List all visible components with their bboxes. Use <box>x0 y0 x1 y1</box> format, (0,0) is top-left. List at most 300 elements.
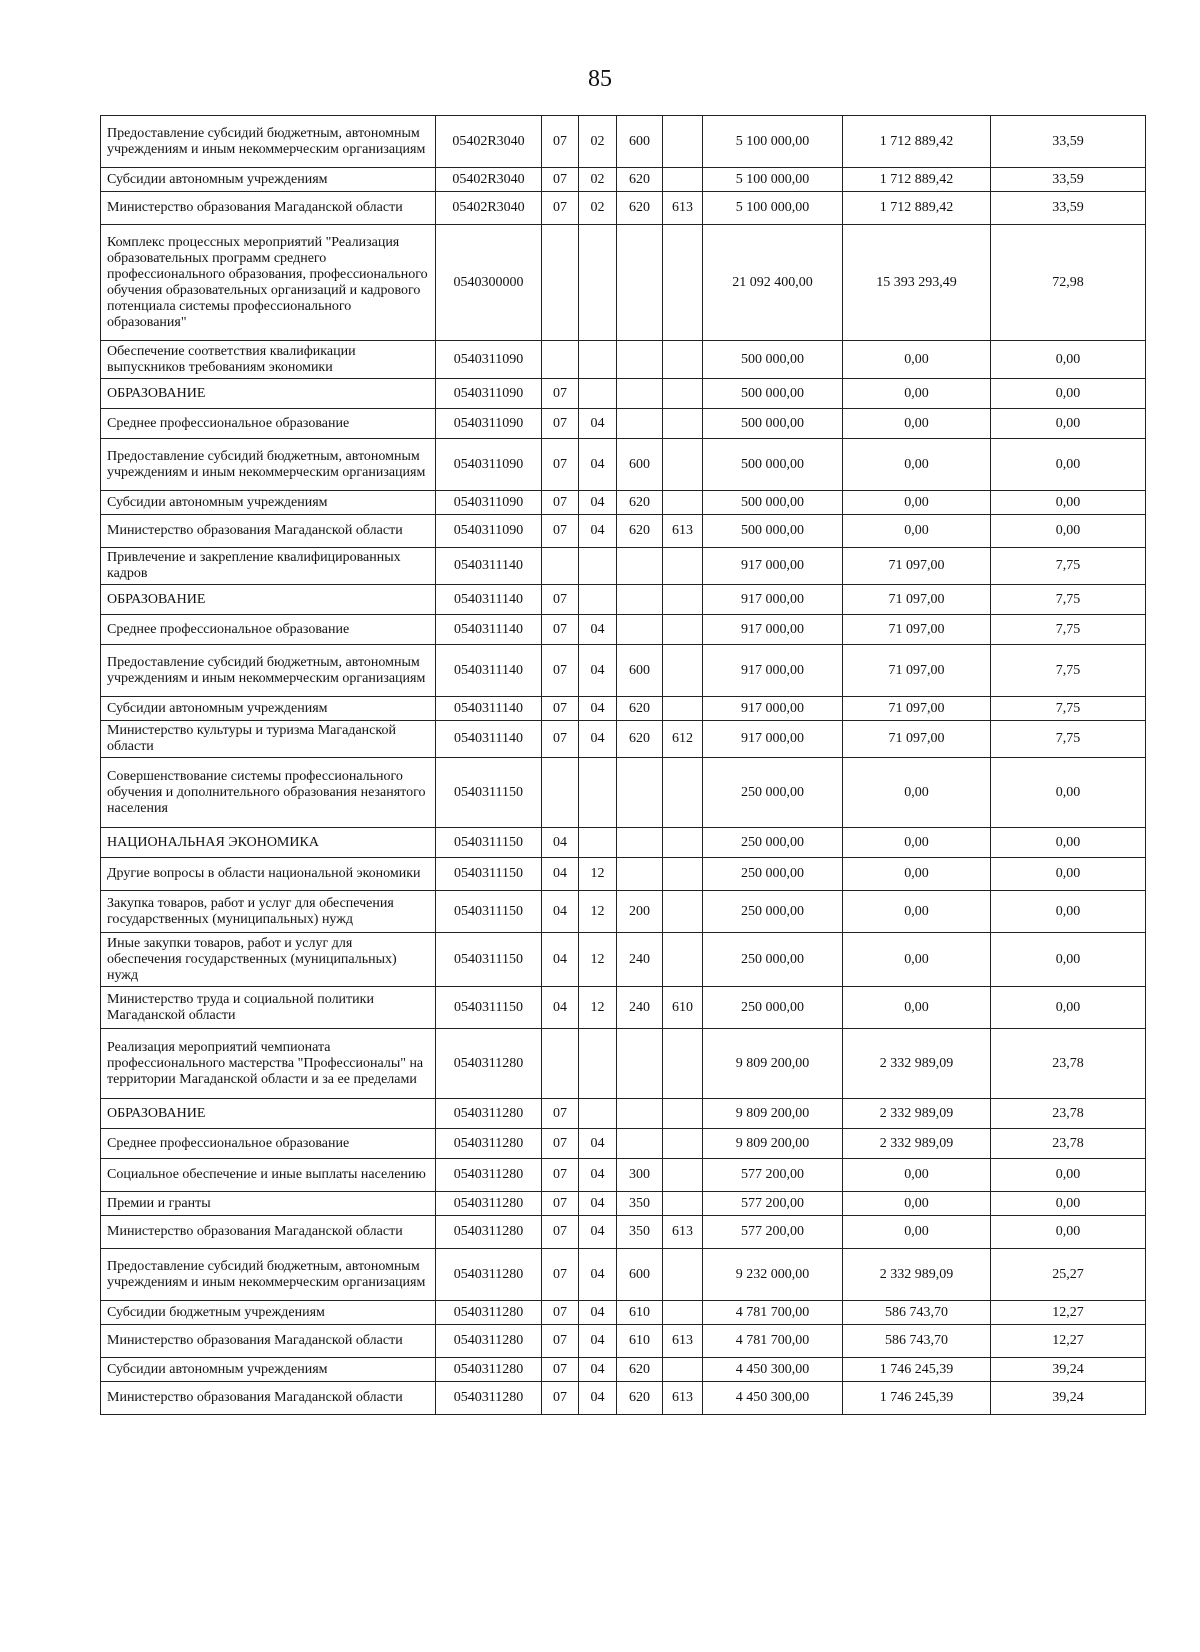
table-row <box>101 439 1146 491</box>
table-row <box>101 891 1146 933</box>
target-code-cell: 0540311150 <box>436 858 542 891</box>
expense-type-cell: 240 <box>617 933 663 987</box>
subsection-cell <box>579 225 617 341</box>
plan-amount-cell: 250 000,00 <box>703 828 843 858</box>
plan-amount-cell: 4 781 700,00 <box>703 1325 843 1358</box>
actual-amount-cell: 0,00 <box>843 515 991 548</box>
table-row <box>101 615 1146 645</box>
administrator-cell <box>663 116 703 168</box>
plan-amount-cell: 500 000,00 <box>703 515 843 548</box>
administrator-cell <box>663 409 703 439</box>
row-name-cell: Обеспечение соответствия квалификации выпускников требованиям экономики <box>101 341 436 379</box>
table-body <box>101 116 1146 1415</box>
subsection-cell <box>579 1029 617 1099</box>
target-code-cell: 0540311280 <box>436 1159 542 1192</box>
expense-type-cell <box>617 758 663 828</box>
subsection-cell <box>579 585 617 615</box>
section-cell: 07 <box>542 1192 579 1216</box>
expense-type-cell: 610 <box>617 1301 663 1325</box>
target-code-cell: 0540311140 <box>436 548 542 585</box>
target-code-cell: 0540311090 <box>436 491 542 515</box>
plan-amount-cell: 917 000,00 <box>703 721 843 758</box>
target-code-cell: 0540311280 <box>436 1249 542 1301</box>
target-code-cell: 0540311140 <box>436 721 542 758</box>
plan-amount-cell: 917 000,00 <box>703 585 843 615</box>
target-code-cell: 0540311140 <box>436 615 542 645</box>
actual-amount-cell: 2 332 989,09 <box>843 1029 991 1099</box>
administrator-cell: 610 <box>663 987 703 1029</box>
expense-type-cell: 600 <box>617 116 663 168</box>
expense-type-cell <box>617 1129 663 1159</box>
row-name-cell: Другие вопросы в области национальной экономики <box>101 858 436 891</box>
subsection-cell: 04 <box>579 1159 617 1192</box>
table-row <box>101 1358 1146 1382</box>
section-cell: 07 <box>542 439 579 491</box>
target-code-cell: 0540311280 <box>436 1099 542 1129</box>
section-cell: 07 <box>542 515 579 548</box>
administrator-cell <box>663 585 703 615</box>
administrator-cell <box>663 379 703 409</box>
target-code-cell: 0540311280 <box>436 1358 542 1382</box>
row-name-cell: Министерство образования Магаданской области <box>101 515 436 548</box>
plan-amount-cell: 500 000,00 <box>703 409 843 439</box>
row-name-cell: ОБРАЗОВАНИЕ <box>101 585 436 615</box>
actual-amount-cell: 2 332 989,09 <box>843 1099 991 1129</box>
target-code-cell: 0540311280 <box>436 1325 542 1358</box>
plan-amount-cell: 5 100 000,00 <box>703 192 843 225</box>
percent-cell: 7,75 <box>991 721 1146 758</box>
actual-amount-cell: 0,00 <box>843 1216 991 1249</box>
percent-cell: 0,00 <box>991 987 1146 1029</box>
administrator-cell <box>663 645 703 697</box>
expense-type-cell: 350 <box>617 1192 663 1216</box>
subsection-cell: 04 <box>579 1216 617 1249</box>
actual-amount-cell: 0,00 <box>843 409 991 439</box>
administrator-cell <box>663 1099 703 1129</box>
subsection-cell <box>579 341 617 379</box>
target-code-cell: 05402R3040 <box>436 116 542 168</box>
actual-amount-cell: 71 097,00 <box>843 548 991 585</box>
percent-cell: 7,75 <box>991 615 1146 645</box>
section-cell: 07 <box>542 1159 579 1192</box>
percent-cell: 7,75 <box>991 697 1146 721</box>
actual-amount-cell: 71 097,00 <box>843 585 991 615</box>
section-cell: 07 <box>542 1325 579 1358</box>
section-cell: 07 <box>542 1382 579 1415</box>
target-code-cell: 05402R3040 <box>436 192 542 225</box>
actual-amount-cell: 1 712 889,42 <box>843 116 991 168</box>
actual-amount-cell: 586 743,70 <box>843 1301 991 1325</box>
actual-amount-cell: 71 097,00 <box>843 645 991 697</box>
administrator-cell <box>663 168 703 192</box>
plan-amount-cell: 250 000,00 <box>703 858 843 891</box>
target-code-cell: 0540311090 <box>436 341 542 379</box>
row-name-cell: Комплекс процессных мероприятий "Реализация образовательных программ среднего профессионального образования, профессионального обучения образовательных организаций и кадрового потенциала системы профессионального образования" <box>101 225 436 341</box>
section-cell: 07 <box>542 1249 579 1301</box>
table-row <box>101 1301 1146 1325</box>
plan-amount-cell: 4 781 700,00 <box>703 1301 843 1325</box>
row-name-cell: Привлечение и закрепление квалифицированных кадров <box>101 548 436 585</box>
expense-type-cell <box>617 379 663 409</box>
row-name-cell: Министерство образования Магаданской области <box>101 192 436 225</box>
percent-cell: 23,78 <box>991 1099 1146 1129</box>
target-code-cell: 0540311280 <box>436 1301 542 1325</box>
table-row <box>101 758 1146 828</box>
section-cell: 07 <box>542 697 579 721</box>
subsection-cell: 04 <box>579 1382 617 1415</box>
table-row <box>101 548 1146 585</box>
table-row <box>101 1099 1146 1129</box>
plan-amount-cell: 9 809 200,00 <box>703 1029 843 1099</box>
administrator-cell <box>663 828 703 858</box>
subsection-cell: 04 <box>579 721 617 758</box>
plan-amount-cell: 500 000,00 <box>703 439 843 491</box>
table-row <box>101 225 1146 341</box>
actual-amount-cell: 0,00 <box>843 379 991 409</box>
administrator-cell <box>663 697 703 721</box>
table-row <box>101 933 1146 987</box>
section-cell: 07 <box>542 116 579 168</box>
administrator-cell <box>663 491 703 515</box>
target-code-cell: 0540311150 <box>436 891 542 933</box>
target-code-cell: 0540311090 <box>436 515 542 548</box>
actual-amount-cell: 71 097,00 <box>843 615 991 645</box>
percent-cell: 23,78 <box>991 1029 1146 1099</box>
administrator-cell <box>663 1358 703 1382</box>
percent-cell: 0,00 <box>991 828 1146 858</box>
table-row <box>101 1029 1146 1099</box>
actual-amount-cell: 71 097,00 <box>843 697 991 721</box>
table-row <box>101 1382 1146 1415</box>
row-name-cell: Субсидии автономным учреждениям <box>101 1358 436 1382</box>
expense-type-cell <box>617 409 663 439</box>
section-cell: 07 <box>542 168 579 192</box>
subsection-cell: 02 <box>579 168 617 192</box>
actual-amount-cell: 0,00 <box>843 491 991 515</box>
target-code-cell: 0540311140 <box>436 697 542 721</box>
expense-type-cell: 620 <box>617 697 663 721</box>
expense-type-cell: 200 <box>617 891 663 933</box>
percent-cell: 0,00 <box>991 1192 1146 1216</box>
target-code-cell: 0540311140 <box>436 585 542 615</box>
expense-type-cell: 620 <box>617 515 663 548</box>
section-cell: 07 <box>542 1099 579 1129</box>
target-code-cell: 0540311280 <box>436 1192 542 1216</box>
percent-cell: 0,00 <box>991 379 1146 409</box>
plan-amount-cell: 577 200,00 <box>703 1216 843 1249</box>
plan-amount-cell: 4 450 300,00 <box>703 1382 843 1415</box>
section-cell: 07 <box>542 1358 579 1382</box>
percent-cell: 0,00 <box>991 439 1146 491</box>
section-cell: 07 <box>542 1129 579 1159</box>
section-cell <box>542 341 579 379</box>
percent-cell: 33,59 <box>991 116 1146 168</box>
administrator-cell <box>663 1301 703 1325</box>
row-name-cell: Министерство культуры и туризма Магаданской области <box>101 721 436 758</box>
actual-amount-cell: 0,00 <box>843 891 991 933</box>
actual-amount-cell: 1 746 245,39 <box>843 1382 991 1415</box>
subsection-cell: 12 <box>579 987 617 1029</box>
section-cell: 04 <box>542 933 579 987</box>
actual-amount-cell: 1 712 889,42 <box>843 192 991 225</box>
actual-amount-cell: 0,00 <box>843 987 991 1029</box>
table-row <box>101 1216 1146 1249</box>
plan-amount-cell: 5 100 000,00 <box>703 168 843 192</box>
expense-type-cell <box>617 1099 663 1129</box>
table-row <box>101 341 1146 379</box>
expense-type-cell: 300 <box>617 1159 663 1192</box>
row-name-cell: ОБРАЗОВАНИЕ <box>101 1099 436 1129</box>
table-row <box>101 515 1146 548</box>
administrator-cell: 612 <box>663 721 703 758</box>
subsection-cell: 04 <box>579 1325 617 1358</box>
administrator-cell <box>663 439 703 491</box>
page-number: 85 <box>588 66 612 92</box>
actual-amount-cell: 0,00 <box>843 341 991 379</box>
target-code-cell: 0540311280 <box>436 1382 542 1415</box>
row-name-cell: Министерство труда и социальной политики Магаданской области <box>101 987 436 1029</box>
budget-table <box>100 115 1146 1415</box>
row-name-cell: Субсидии автономным учреждениям <box>101 168 436 192</box>
percent-cell: 7,75 <box>991 548 1146 585</box>
target-code-cell: 05402R3040 <box>436 168 542 192</box>
subsection-cell <box>579 828 617 858</box>
actual-amount-cell: 586 743,70 <box>843 1325 991 1358</box>
plan-amount-cell: 250 000,00 <box>703 758 843 828</box>
plan-amount-cell: 9 809 200,00 <box>703 1099 843 1129</box>
section-cell <box>542 1029 579 1099</box>
administrator-cell: 613 <box>663 192 703 225</box>
table-row <box>101 116 1146 168</box>
target-code-cell: 0540311150 <box>436 933 542 987</box>
administrator-cell <box>663 1129 703 1159</box>
expense-type-cell <box>617 858 663 891</box>
row-name-cell: Предоставление субсидий бюджетным, автономным учреждениям и иным некоммерческим организациям <box>101 439 436 491</box>
table-row <box>101 585 1146 615</box>
target-code-cell: 0540311090 <box>436 439 542 491</box>
expense-type-cell: 620 <box>617 721 663 758</box>
row-name-cell: НАЦИОНАЛЬНАЯ ЭКОНОМИКА <box>101 828 436 858</box>
plan-amount-cell: 500 000,00 <box>703 491 843 515</box>
section-cell: 07 <box>542 379 579 409</box>
subsection-cell: 12 <box>579 933 617 987</box>
subsection-cell: 04 <box>579 615 617 645</box>
section-cell: 07 <box>542 615 579 645</box>
subsection-cell: 04 <box>579 491 617 515</box>
subsection-cell: 04 <box>579 1129 617 1159</box>
subsection-cell: 04 <box>579 515 617 548</box>
actual-amount-cell: 2 332 989,09 <box>843 1249 991 1301</box>
plan-amount-cell: 917 000,00 <box>703 697 843 721</box>
expense-type-cell: 600 <box>617 645 663 697</box>
target-code-cell: 0540311280 <box>436 1029 542 1099</box>
expense-type-cell: 240 <box>617 987 663 1029</box>
actual-amount-cell: 2 332 989,09 <box>843 1129 991 1159</box>
plan-amount-cell: 917 000,00 <box>703 645 843 697</box>
section-cell: 07 <box>542 721 579 758</box>
plan-amount-cell: 577 200,00 <box>703 1159 843 1192</box>
section-cell: 07 <box>542 1216 579 1249</box>
section-cell: 07 <box>542 192 579 225</box>
administrator-cell <box>663 225 703 341</box>
target-code-cell: 0540311150 <box>436 758 542 828</box>
table-row <box>101 192 1146 225</box>
administrator-cell <box>663 933 703 987</box>
percent-cell: 0,00 <box>991 758 1146 828</box>
subsection-cell: 04 <box>579 409 617 439</box>
plan-amount-cell: 250 000,00 <box>703 933 843 987</box>
administrator-cell: 613 <box>663 1216 703 1249</box>
section-cell: 04 <box>542 828 579 858</box>
plan-amount-cell: 577 200,00 <box>703 1192 843 1216</box>
subsection-cell: 04 <box>579 1192 617 1216</box>
administrator-cell <box>663 891 703 933</box>
expense-type-cell: 620 <box>617 1382 663 1415</box>
actual-amount-cell: 0,00 <box>843 1159 991 1192</box>
subsection-cell: 04 <box>579 1301 617 1325</box>
actual-amount-cell: 0,00 <box>843 858 991 891</box>
actual-amount-cell: 0,00 <box>843 758 991 828</box>
table-row <box>101 645 1146 697</box>
target-code-cell: 0540311090 <box>436 379 542 409</box>
table-row <box>101 721 1146 758</box>
table-row <box>101 987 1146 1029</box>
row-name-cell: Министерство образования Магаданской области <box>101 1325 436 1358</box>
target-code-cell: 0540311150 <box>436 987 542 1029</box>
actual-amount-cell: 71 097,00 <box>843 721 991 758</box>
row-name-cell: Субсидии автономным учреждениям <box>101 697 436 721</box>
percent-cell: 0,00 <box>991 491 1146 515</box>
percent-cell: 0,00 <box>991 858 1146 891</box>
table-row <box>101 379 1146 409</box>
expense-type-cell: 620 <box>617 491 663 515</box>
row-name-cell: Социальное обеспечение и иные выплаты населению <box>101 1159 436 1192</box>
percent-cell: 23,78 <box>991 1129 1146 1159</box>
expense-type-cell: 620 <box>617 192 663 225</box>
plan-amount-cell: 4 450 300,00 <box>703 1358 843 1382</box>
actual-amount-cell: 1 746 245,39 <box>843 1358 991 1382</box>
plan-amount-cell: 250 000,00 <box>703 891 843 933</box>
administrator-cell <box>663 1249 703 1301</box>
administrator-cell: 613 <box>663 1382 703 1415</box>
actual-amount-cell: 0,00 <box>843 439 991 491</box>
table-row <box>101 1159 1146 1192</box>
plan-amount-cell: 9 232 000,00 <box>703 1249 843 1301</box>
percent-cell: 25,27 <box>991 1249 1146 1301</box>
row-name-cell: Иные закупки товаров, работ и услуг для обеспечения государственных (муниципальных) нужд <box>101 933 436 987</box>
table-row <box>101 409 1146 439</box>
percent-cell: 0,00 <box>991 933 1146 987</box>
target-code-cell: 0540311090 <box>436 409 542 439</box>
section-cell: 04 <box>542 891 579 933</box>
row-name-cell: Реализация мероприятий чемпионата профессионального мастерства "Профессионалы" на территории Магаданской области и за ее пределами <box>101 1029 436 1099</box>
actual-amount-cell: 1 712 889,42 <box>843 168 991 192</box>
section-cell: 07 <box>542 491 579 515</box>
expense-type-cell <box>617 1029 663 1099</box>
expense-type-cell: 620 <box>617 1358 663 1382</box>
table-row <box>101 1129 1146 1159</box>
percent-cell: 0,00 <box>991 409 1146 439</box>
row-name-cell: Среднее профессиональное образование <box>101 615 436 645</box>
table-row <box>101 1249 1146 1301</box>
table-row <box>101 491 1146 515</box>
administrator-cell <box>663 341 703 379</box>
administrator-cell <box>663 1192 703 1216</box>
subsection-cell: 04 <box>579 1249 617 1301</box>
plan-amount-cell: 917 000,00 <box>703 615 843 645</box>
plan-amount-cell: 917 000,00 <box>703 548 843 585</box>
section-cell: 07 <box>542 585 579 615</box>
row-name-cell: Субсидии бюджетным учреждениям <box>101 1301 436 1325</box>
subsection-cell <box>579 379 617 409</box>
subsection-cell: 02 <box>579 192 617 225</box>
expense-type-cell: 600 <box>617 1249 663 1301</box>
row-name-cell: Министерство образования Магаданской области <box>101 1216 436 1249</box>
table-row <box>101 858 1146 891</box>
administrator-cell <box>663 858 703 891</box>
plan-amount-cell: 500 000,00 <box>703 341 843 379</box>
row-name-cell: Субсидии автономным учреждениям <box>101 491 436 515</box>
plan-amount-cell: 250 000,00 <box>703 987 843 1029</box>
subsection-cell: 04 <box>579 1358 617 1382</box>
table-row <box>101 1192 1146 1216</box>
table-row <box>101 1325 1146 1358</box>
percent-cell: 72,98 <box>991 225 1146 341</box>
row-name-cell: Совершенствование системы профессионального обучения и дополнительного образования незанятого населения <box>101 758 436 828</box>
expense-type-cell <box>617 341 663 379</box>
section-cell <box>542 225 579 341</box>
plan-amount-cell: 500 000,00 <box>703 379 843 409</box>
percent-cell: 0,00 <box>991 515 1146 548</box>
actual-amount-cell: 15 393 293,49 <box>843 225 991 341</box>
administrator-cell <box>663 1029 703 1099</box>
target-code-cell: 0540311280 <box>436 1216 542 1249</box>
subsection-cell: 12 <box>579 858 617 891</box>
subsection-cell <box>579 548 617 585</box>
administrator-cell <box>663 1159 703 1192</box>
percent-cell: 0,00 <box>991 1159 1146 1192</box>
subsection-cell: 02 <box>579 116 617 168</box>
subsection-cell: 12 <box>579 891 617 933</box>
table-row <box>101 697 1146 721</box>
section-cell: 07 <box>542 645 579 697</box>
plan-amount-cell: 21 092 400,00 <box>703 225 843 341</box>
section-cell <box>542 758 579 828</box>
administrator-cell: 613 <box>663 515 703 548</box>
section-cell: 04 <box>542 987 579 1029</box>
subsection-cell <box>579 758 617 828</box>
row-name-cell: Предоставление субсидий бюджетным, автономным учреждениям и иным некоммерческим организациям <box>101 1249 436 1301</box>
percent-cell: 39,24 <box>991 1382 1146 1415</box>
subsection-cell: 04 <box>579 439 617 491</box>
administrator-cell <box>663 548 703 585</box>
target-code-cell: 0540311150 <box>436 828 542 858</box>
expense-type-cell <box>617 615 663 645</box>
expense-type-cell: 620 <box>617 168 663 192</box>
percent-cell: 0,00 <box>991 891 1146 933</box>
target-code-cell: 0540311140 <box>436 645 542 697</box>
administrator-cell <box>663 615 703 645</box>
percent-cell: 12,27 <box>991 1325 1146 1358</box>
plan-amount-cell: 9 809 200,00 <box>703 1129 843 1159</box>
expense-type-cell <box>617 828 663 858</box>
expense-type-cell: 610 <box>617 1325 663 1358</box>
row-name-cell: Закупка товаров, работ и услуг для обеспечения государственных (муниципальных) нужд <box>101 891 436 933</box>
percent-cell: 39,24 <box>991 1358 1146 1382</box>
percent-cell: 12,27 <box>991 1301 1146 1325</box>
actual-amount-cell: 0,00 <box>843 1192 991 1216</box>
row-name-cell: Предоставление субсидий бюджетным, автономным учреждениям и иным некоммерческим организациям <box>101 645 436 697</box>
